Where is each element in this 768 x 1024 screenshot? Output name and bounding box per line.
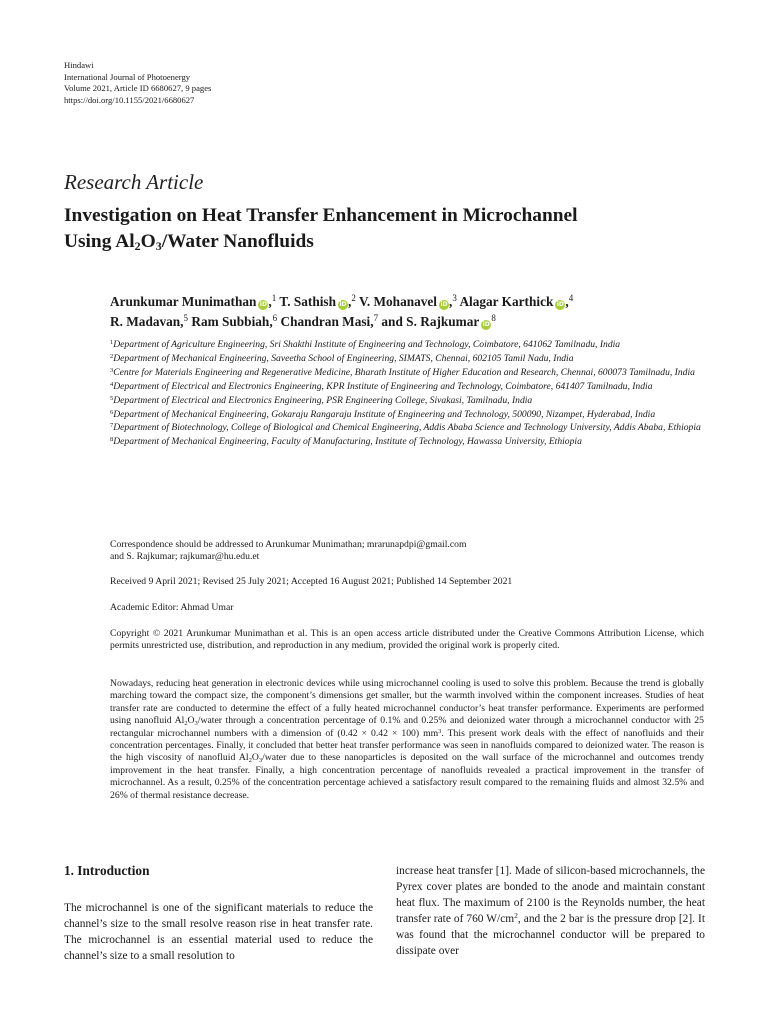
affiliation: $^5$Department of Electrical and Electronics Engineering, PSR Engineering College, Sivakasi, Tamilnadu, India [110, 394, 533, 406]
journal-header [64, 60, 211, 106]
affiliation: $^6$Department of Mechanical Engineering, Gokaraju Rangaraju Institute of Engineering and Technology, 500090, Nizampet, Hyderabad, India [110, 408, 656, 420]
doi-link[interactable]: https://doi.org/10.1155/2021/6680627 [64, 94, 195, 105]
publication-dates: Received 9 April 2021; Revised 25 July 2021; Accepted 16 August 2021; Published 14 September 2021 [110, 576, 513, 587]
volume-line: Volume 2021, Article ID 6680627, 9 pages [64, 83, 212, 94]
affiliation-list [110, 338, 710, 449]
affiliation: $^3$Centre for Materials Engineering and Regenerative Medicine, Bharath Institute of Higher Education and Research, Chennai, 600073 Tamilnadu, India [110, 366, 695, 378]
author: Arunkumar Munimathan iD,$^1$ [110, 293, 277, 309]
affiliation: $^7$Department of Biotechnology, College of Biological and Chemical Engineering, Addis Ababa Science and Technology University, Addis Ababa, Ethiopia [110, 422, 701, 434]
orcid-icon[interactable]: iD [339, 301, 347, 308]
article-type: Research Article [64, 170, 204, 194]
author: and S. Rajkumar $iD^8$ [381, 313, 496, 329]
paper-title: Investigation on Heat Transfer Enhancement in Microchannel Using $Al_2O_3$/Water Nanofluids [64, 205, 578, 253]
author: R. Madavan,$^5$ [110, 313, 189, 329]
author: Alagar Karthick iD,$^4$ [459, 293, 574, 309]
intro-paragraph: The microchannel is one of the significant materials to reduce the channel’s size to the small resolve reason rise in heat transfer rate. The microchannel is an essential material used to reduce the channel’s size to a small resolution to [64, 902, 373, 963]
author: V. Mohanavel iD,$^3$ [358, 293, 457, 309]
affiliation: $^8$Department of Mechanical Engineering, Faculty of Manufacturing, Institute of Technology, Hawassa University, Ethiopia [110, 436, 582, 448]
copyright-notice: Copyright © 2021 Arunkumar Munimathan et al. This is an open access article distributed under the Creative Commons Attribution License, which permits unrestricted use, distribution, and reproduction in any medium, provided the original work is properly cited. [110, 628, 704, 652]
author: T. Sathish iD,$^2$ [279, 293, 356, 309]
academic-editor: Academic Editor: Ahmad Umar [110, 602, 234, 613]
affiliation: $^4$Department of Electrical and Electronics Engineering, KPR Institute of Engineering and Technology, Coimbatore, 641407 Tamilnadu, India [110, 380, 653, 392]
author-list [110, 292, 720, 332]
affiliation: $^2$Department of Mechanical Engineering, Saveetha School of Engineering, SIMATS, Chennai, 602105 Tamil Nadu, India [110, 352, 574, 364]
orcid-icon[interactable]: iD [259, 301, 267, 308]
intro-right-column [396, 863, 705, 960]
intro-paragraph-continued: increase heat transfer [1]. Made of silicon-based microchannels, the Pyrex cover plates are bonded to the anode and maintain constant heat flux. The maximum of 2100 is the Reynolds number, the heat transfer rate of 760 $W/cm^2$, and the 2 bar is the pressure drop [2]. It was found that the microchannel conductor will be prepared to dissipate over [396, 865, 705, 958]
orcid-icon[interactable]: iD [482, 321, 490, 328]
title-line-1: Investigation on Heat Transfer Enhancement in Microchannel [64, 205, 578, 226]
affiliation: $^1$Department of Agriculture Engineering, Sri Shakthi Institute of Engineering and Technology, Coimbatore, 641062 Tamilnadu, India [110, 339, 621, 350]
journal-name: International Journal of Photoenergy [64, 71, 191, 82]
orcid-icon[interactable]: iD [556, 301, 564, 308]
correspondence: Correspondence should be addressed to Arunkumar Munimathan; mrarunapdpi@gmail.com and S. Rajkumar; rajkumar@hu.edu.et [110, 539, 467, 563]
section-heading: 1. Introduction [64, 863, 150, 878]
intro-left-column [64, 860, 373, 964]
author: Chandran Masi,$^7$ [280, 313, 379, 329]
orcid-icon[interactable]: iD [440, 301, 448, 308]
author: Ram Subbiah,$^6$ [191, 313, 278, 329]
abstract: Nowadays, reducing heat generation in electronic devices while using microchannel cooling is used to solve this problem. Because the trend is globally marching toward the compact size, the component’s dimensions get smaller, but the warmth involved within the component increases. Studies of heat transfer rate are conducted to determine the effect of a fully heated microchannel conductor’s heat transfer performance. Experiments are performed using nanofluid $Al_2O_3$/water through a concentration percentage of 0.1% and 0.25% and deionized water through a microchannel conductor with 25 rectangular microchannel numbers with a dimension of (0.42 × 0.42 × 100) $mm^3$. This present work deals with the effect of nanofluids and their concentration percentages. Finally, it concluded that better heat transfer performance was seen in nanofluids compared to deionized water. The reason is the high viscosity of nanofluid $Al_2O_3$/water due to these nanoparticles is deposited on the wall surface of the microchannel and outcomes trendy improvement in the heat transfer. Finally, a high concentration percentage of nanofluids revealed a practical improvement in the transfer of microchannel. As a result, 0.25% of the concentration percentage achieved a satisfactory result compared to the remaining fluids and almost 32.5% and 26% of thermal resistance decrease. [110, 678, 704, 801]
publisher-name: Hindawi [64, 60, 94, 70]
